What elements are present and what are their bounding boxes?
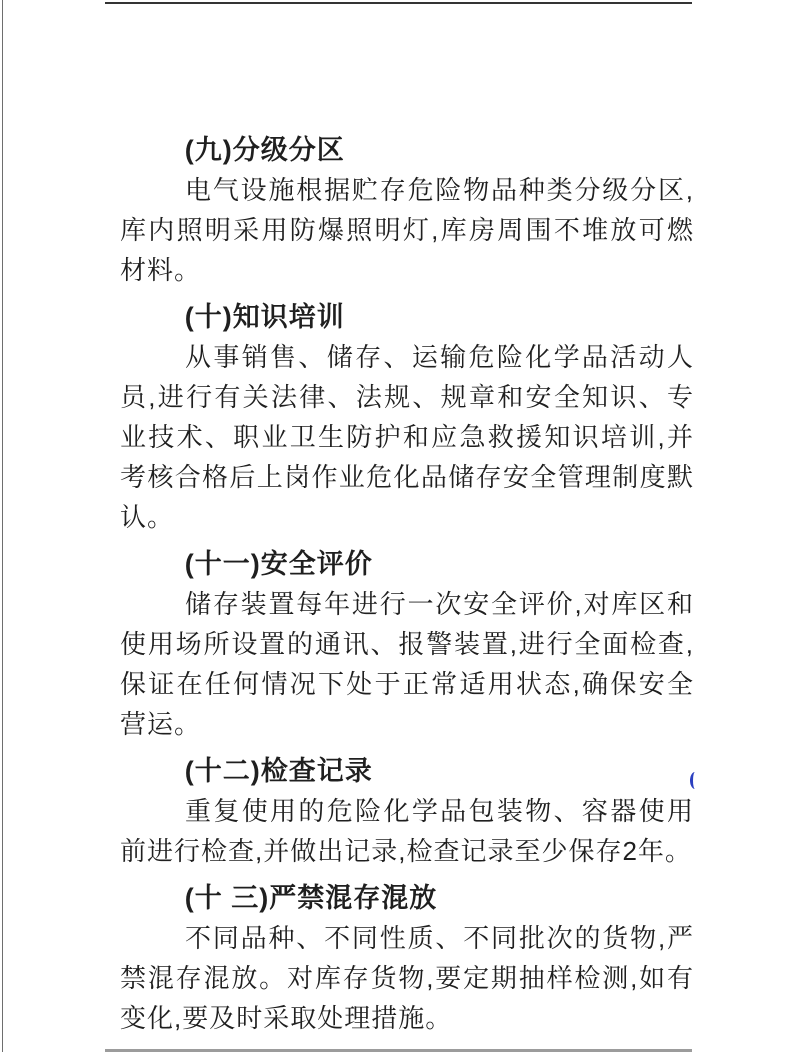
text-block xyxy=(120,130,694,1038)
section-13-no-mixed-storage xyxy=(120,878,694,1038)
section-11-safety-evaluation xyxy=(120,544,694,744)
section-heading: (十一)安全评价 xyxy=(184,549,373,579)
page-top-rule xyxy=(105,2,692,4)
page-left-edge-line xyxy=(2,0,3,1052)
section-body: 从事销售、储存、运输危险化学品活动人员,进行有关法律、法规、规章和安全知识、专业技术、职业卫生防护和应急救援知识培训,并考核合格后上岗作业危化品储存安全管理制度默认。 xyxy=(120,342,694,532)
section-12-inspection-records xyxy=(120,751,694,871)
section-body: 重复使用的危险化学品包装物、容器使用前进行检查,并做出记录,检查记录至少保存2年。 xyxy=(120,796,694,866)
section-heading: (十)知识培训 xyxy=(184,302,345,332)
section-body: 储存装置每年进行一次安全评价,对库区和使用场所设置的通讯、报警装置,进行全面检查,保证在任何情况下处于正常适用状态,确保安全营运。 xyxy=(120,589,694,739)
section-9-grading-zoning xyxy=(120,130,694,290)
section-body: 不同品种、不同性质、不同批次的货物,严禁混存混放。对库存货物,要定期抽样检测,如有变化,要及时采取处理措施。 xyxy=(120,923,694,1033)
section-body: 电气设施根据贮存危险物品种类分级分区,库内照明采用防爆照明灯,库房周围不堆放可燃材料。 xyxy=(120,175,694,285)
section-heading: (十二)检查记录 xyxy=(184,756,373,786)
page-bottom-rule xyxy=(105,1049,692,1052)
section-heading: (九)分级分区 xyxy=(184,135,345,165)
section-10-knowledge-training xyxy=(120,297,694,537)
section-heading: (十 三)严禁混存混放 xyxy=(184,883,438,913)
